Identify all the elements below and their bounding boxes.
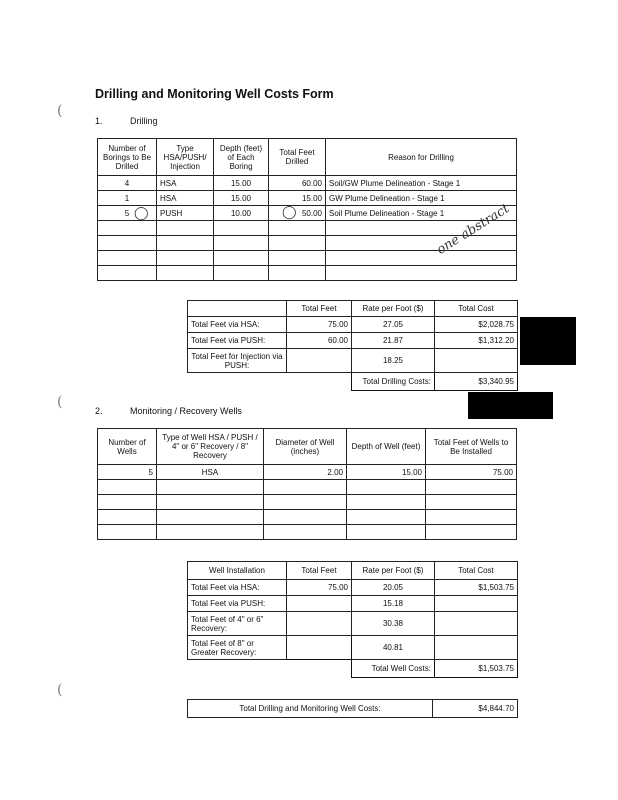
cell: [287, 349, 352, 373]
cell: 40.81: [352, 636, 435, 660]
header-cell: Rate per Foot ($): [352, 562, 435, 580]
grand-total-table: [187, 699, 518, 718]
cell: GW Plume Delineation - Stage 1: [326, 191, 517, 206]
cell: [435, 636, 518, 660]
header-cell: Depth (feet) of Each Boring: [214, 139, 269, 176]
table-row: [98, 176, 517, 191]
header-cell: Total Cost: [435, 562, 518, 580]
cell: 4: [98, 176, 157, 191]
cell: 21.87: [352, 333, 435, 349]
cell: 75.00: [287, 317, 352, 333]
handwritten-note: one abstract: [434, 201, 513, 258]
total-row: [188, 373, 518, 391]
header-cell: Rate per Foot ($): [352, 301, 435, 317]
section-1-number: 1.: [95, 116, 103, 126]
redaction-block: [468, 392, 553, 419]
header-cell: Total Feet of Wells to Be Installed: [426, 429, 517, 465]
cell: 30.38: [352, 612, 435, 636]
cell: Total Feet for Injection via PUSH:: [188, 349, 287, 373]
cell: [435, 612, 518, 636]
header-cell: Total Cost: [435, 301, 518, 317]
header-cell: Total Feet: [287, 301, 352, 317]
table-row: [188, 636, 518, 660]
section-1-label: Drilling: [130, 116, 158, 126]
table-row: [188, 580, 518, 596]
header-cell: Diameter of Well (inches): [264, 429, 347, 465]
cell: 20.05: [352, 580, 435, 596]
section-2-number: 2.: [95, 406, 103, 416]
table-row: [98, 525, 517, 540]
cell: 15.00: [214, 176, 269, 191]
cell: Total Feet of 8" or Greater Recovery:: [188, 636, 287, 660]
cell: Total Feet via PUSH:: [188, 596, 287, 612]
section-2-label: Monitoring / Recovery Wells: [130, 406, 242, 416]
cell: 15.18: [352, 596, 435, 612]
cell: Total Feet via HSA:: [188, 580, 287, 596]
table-row: [98, 251, 517, 266]
total-label: Total Well Costs:: [352, 660, 435, 678]
cell: HSA: [157, 191, 214, 206]
cell: 50.00: [269, 206, 326, 221]
margin-bracket: (: [57, 103, 63, 119]
drilling-table: [97, 138, 517, 281]
header-cell: Reason for Drilling: [326, 139, 517, 176]
header-cell: Number of Wells: [98, 429, 157, 465]
margin-bracket: (: [57, 682, 63, 698]
table-row: [188, 596, 518, 612]
table-row: [188, 612, 518, 636]
cell: [435, 596, 518, 612]
table-row: [188, 349, 518, 373]
redaction-block: [520, 317, 576, 365]
wells-table: [97, 428, 517, 540]
table-row: [98, 480, 517, 495]
table-row: [98, 510, 517, 525]
header-cell: Well Installation: [188, 562, 287, 580]
grand-total-label: Total Drilling and Monitoring Well Costs:: [188, 700, 433, 718]
handwritten-circle: ◯: [282, 205, 297, 220]
cell: 10.00: [214, 206, 269, 221]
cell: HSA: [157, 465, 264, 480]
cell: 60.00: [287, 333, 352, 349]
table-row: [98, 465, 517, 480]
cell: Soil Plume Delineation - Stage 1: [326, 206, 517, 221]
cell: [287, 612, 352, 636]
cell: 2.00: [264, 465, 347, 480]
total-value: $3,340.95: [435, 373, 518, 391]
cell: 5: [98, 465, 157, 480]
cell: $1,312.20: [435, 333, 518, 349]
cell: 27.05: [352, 317, 435, 333]
table-row: [98, 206, 517, 221]
total-label: Total Drilling Costs:: [352, 373, 435, 391]
cell: Total Feet via PUSH:: [188, 333, 287, 349]
cell: [287, 596, 352, 612]
margin-bracket: (: [57, 394, 63, 410]
page-title: Drilling and Monitoring Well Costs Form: [95, 87, 334, 101]
cell: 15.00: [214, 191, 269, 206]
header-cell: Type HSA/PUSH/ Injection: [157, 139, 214, 176]
cell: $1,503.75: [435, 580, 518, 596]
cell: 60.00: [269, 176, 326, 191]
cell: 5: [98, 206, 157, 221]
cell: [435, 349, 518, 373]
cell: Total Feet of 4" or 6" Recovery:: [188, 612, 287, 636]
table-row: [188, 333, 518, 349]
table-row: [98, 191, 517, 206]
cell: HSA: [157, 176, 214, 191]
cell: [287, 636, 352, 660]
header-cell: Number of Borings to Be Drilled: [98, 139, 157, 176]
cell: 15.00: [347, 465, 426, 480]
total-value: $1,503.75: [435, 660, 518, 678]
table-row: [98, 495, 517, 510]
cell: 15.00: [269, 191, 326, 206]
table-row: [98, 266, 517, 281]
grand-total-value: $4,844.70: [433, 700, 518, 718]
total-row: [188, 660, 518, 678]
header-cell: [188, 301, 287, 317]
header-cell: Type of Well HSA / PUSH / 4" or 6" Recovery / 8" Recovery: [157, 429, 264, 465]
cell: 75.00: [287, 580, 352, 596]
cell: $2,028.75: [435, 317, 518, 333]
cell: Soil/GW Plume Delineation - Stage 1: [326, 176, 517, 191]
handwritten-circle: ◯: [134, 206, 149, 221]
cell: 75.00: [426, 465, 517, 480]
header-cell: Total Feet: [287, 562, 352, 580]
drilling-cost-table: [187, 300, 518, 391]
cell: 1: [98, 191, 157, 206]
cell: 18.25: [352, 349, 435, 373]
header-cell: Depth of Well (feet): [347, 429, 426, 465]
cell: PUSH: [157, 206, 214, 221]
well-installation-table: [187, 561, 518, 678]
header-cell: Total Feet Drilled: [269, 139, 326, 176]
table-row: [188, 317, 518, 333]
cell: Total Feet via HSA:: [188, 317, 287, 333]
